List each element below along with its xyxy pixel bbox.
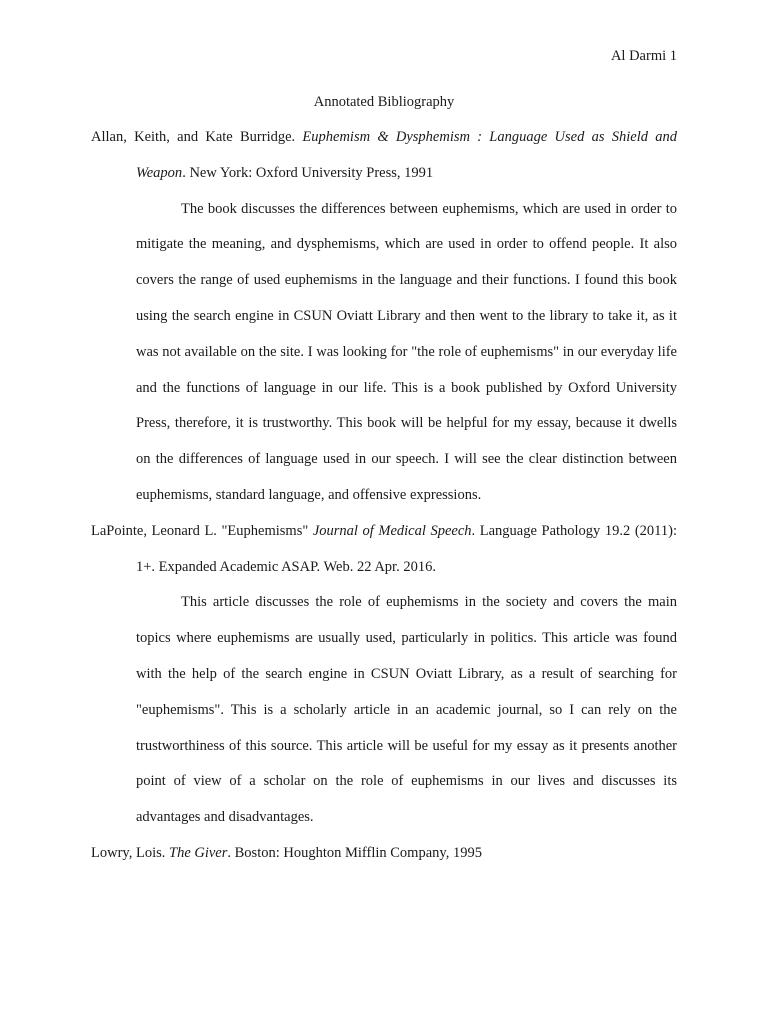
page-title: Annotated Bibliography [313, 94, 455, 110]
citation-authors: Lowry, Lois. [91, 844, 169, 861]
citation-authors: Allan, Keith, and Kate Burridge. [91, 129, 303, 145]
annotation: This article discusses the role of euphemisms in the society and covers the main topics where euphemisms are usually used, particularly in politics. This article was found with the help of the search engine in CSUN Oviatt Library, as a result of searching for "euphemisms". This is a scholarly article in an academic journal, so I can rely on the trustworthiness of this source. This article will be useful for my essay as it presents another point of view of a scholar on the role of euphemisms in our lives and discusses its advantages and disadvantages. [136, 594, 677, 826]
bibliography-entry-1 [91, 120, 677, 514]
bibliography-entry-3 [91, 836, 677, 872]
citation-title: Euphemism & Dysphemism : Language Used as Shield and Weapon [136, 129, 677, 181]
page-header: Al Darmi 1 [610, 48, 677, 64]
citation [91, 514, 677, 586]
citation-title: The Giver [169, 844, 228, 861]
citation-title: Journal of Medical Speech [312, 522, 472, 539]
citation-publication: . Boston: Houghton Mifflin Company, 1995 [227, 844, 482, 861]
annotation: The book discusses the differences between euphemisms, which are used in order to mitigate the meaning, and dysphemisms, which are used in order to offend people. It also covers the range of used euphemisms in the language and their functions. I found this book using the search engine in CSUN Oviatt Library and then went to the library to take it, as it was not available on the site. I was looking for "the role of euphemisms" in our everyday life and the functions of language in our life. This is a book published by Oxford University Press, therefore, it is trustworthy. This book will be helpful for my essay, because it dwells on the differences of language used in our speech. I will see the clear distinction between euphemisms, standard language, and offensive expressions. [136, 200, 677, 503]
citation-authors: LaPointe, Leonard L. "Euphemisms" [91, 522, 313, 539]
citation-publication: . New York: Oxford University Press, 1991 [182, 164, 434, 181]
bibliography-body [91, 120, 677, 872]
citation [91, 836, 677, 872]
citation [91, 120, 677, 192]
bibliography-entry-2 [91, 514, 677, 836]
citation-publication: . Language Pathology 19.2 (2011): 1+. Expanded Academic ASAP. Web. 22 Apr. 2016. [136, 522, 677, 575]
